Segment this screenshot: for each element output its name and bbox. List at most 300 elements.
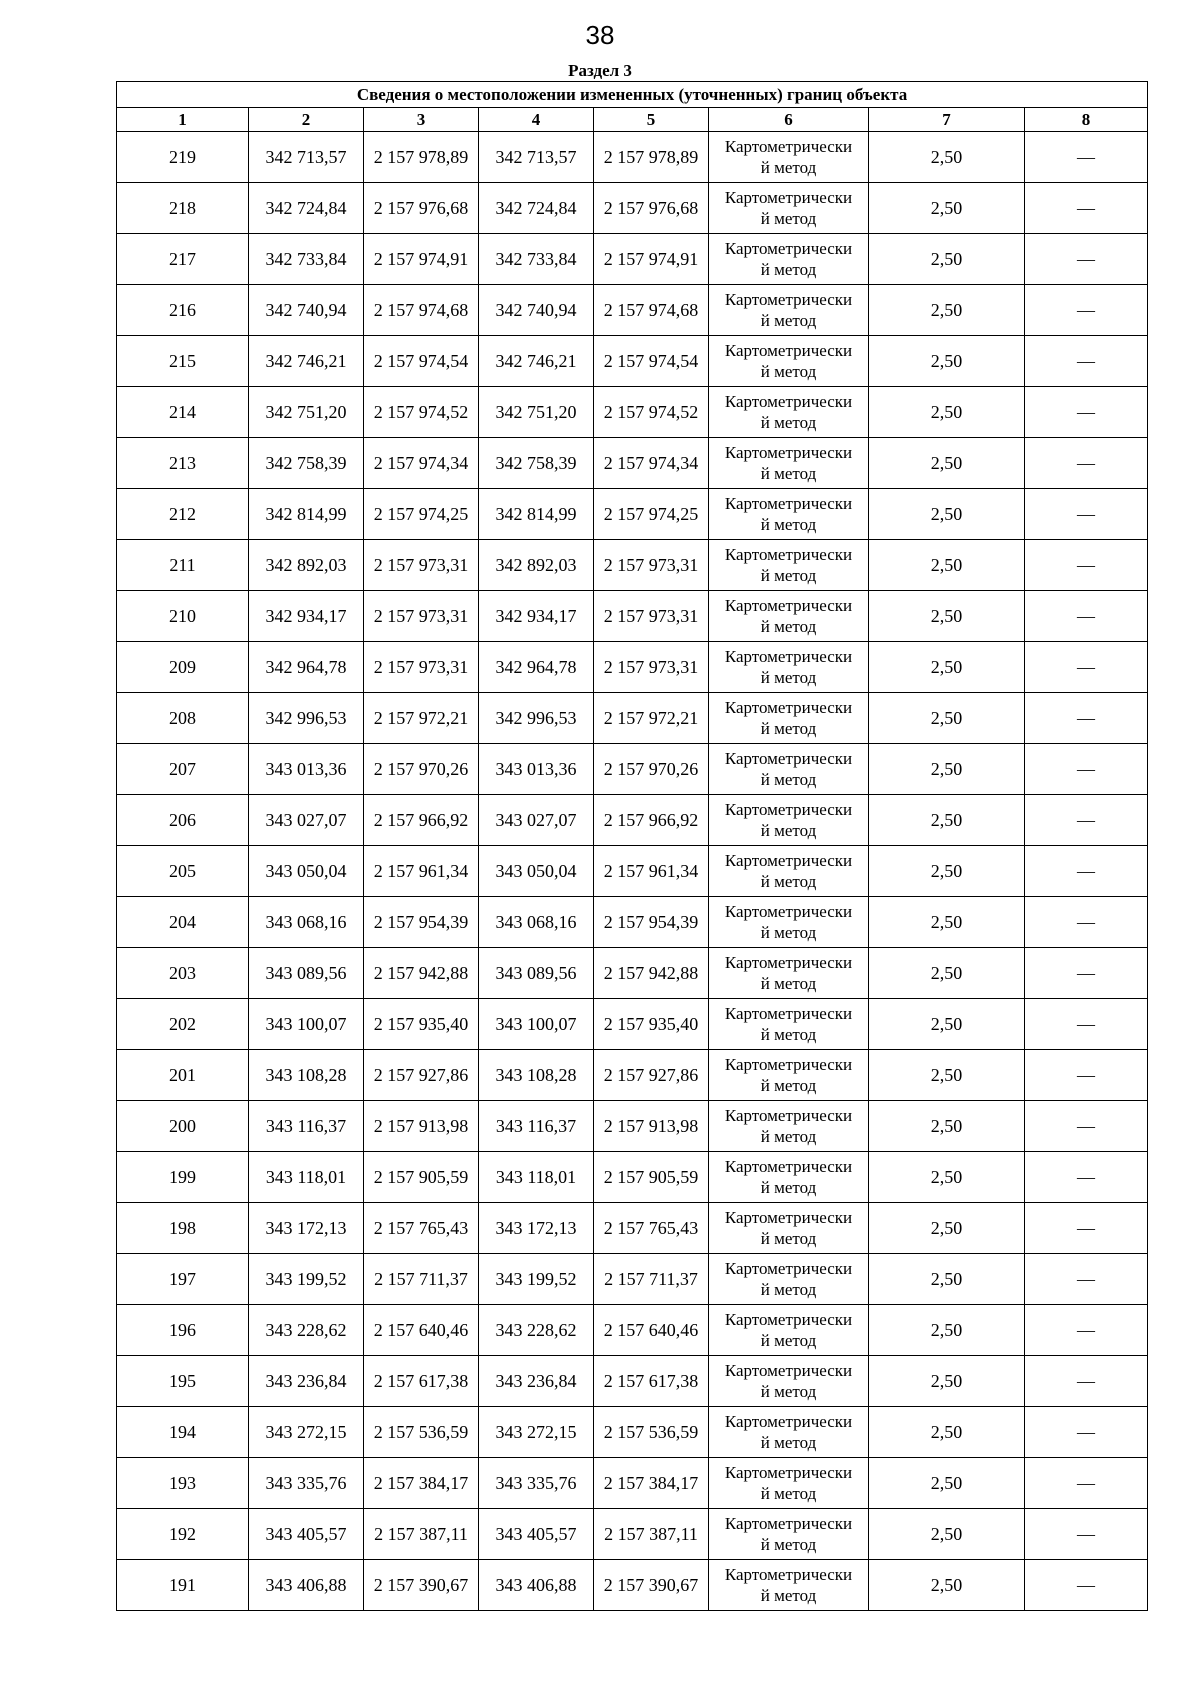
table-caption: Сведения о местоположении измененных (уточненных) границ объекта bbox=[117, 82, 1148, 108]
y-new-cell: 2 157 384,17 bbox=[594, 1458, 709, 1509]
y-old-cell: 2 157 974,68 bbox=[364, 285, 479, 336]
table-row bbox=[117, 438, 1148, 489]
method-cell bbox=[709, 1050, 869, 1101]
note-cell: — bbox=[1025, 1356, 1148, 1407]
method-text-line: Картометрически bbox=[724, 1514, 853, 1533]
method-cell bbox=[709, 1407, 869, 1458]
x-old-cell: 343 406,88 bbox=[249, 1560, 364, 1611]
accuracy-cell: 2,50 bbox=[869, 1254, 1025, 1305]
y-new-cell: 2 157 913,98 bbox=[594, 1101, 709, 1152]
point-number-cell: 205 bbox=[117, 846, 249, 897]
y-old-cell: 2 157 974,54 bbox=[364, 336, 479, 387]
point-number-cell: 212 bbox=[117, 489, 249, 540]
accuracy-cell: 2,50 bbox=[869, 234, 1025, 285]
x-old-cell: 343 118,01 bbox=[249, 1152, 364, 1203]
note-cell: — bbox=[1025, 999, 1148, 1050]
page-number: 38 bbox=[585, 20, 615, 50]
method-text-line: й метод bbox=[760, 362, 817, 381]
y-new-cell: 2 157 536,59 bbox=[594, 1407, 709, 1458]
method-text-line: й метод bbox=[760, 1229, 817, 1248]
note-cell: — bbox=[1025, 1560, 1148, 1611]
x-new-cell: 342 733,84 bbox=[479, 234, 594, 285]
method-text-line: Картометрически bbox=[724, 851, 853, 870]
accuracy-cell: 2,50 bbox=[869, 1152, 1025, 1203]
x-old-cell: 343 108,28 bbox=[249, 1050, 364, 1101]
y-old-cell: 2 157 974,52 bbox=[364, 387, 479, 438]
column-header: 8 bbox=[1025, 108, 1148, 132]
accuracy-cell: 2,50 bbox=[869, 540, 1025, 591]
accuracy-cell: 2,50 bbox=[869, 336, 1025, 387]
table-row bbox=[117, 948, 1148, 999]
point-number-cell: 211 bbox=[117, 540, 249, 591]
method-text-line: й метод bbox=[760, 158, 817, 177]
method-cell bbox=[709, 489, 869, 540]
method-text-line: й метод bbox=[760, 1331, 817, 1350]
y-new-cell: 2 157 387,11 bbox=[594, 1509, 709, 1560]
table-row bbox=[117, 591, 1148, 642]
method-cell bbox=[709, 234, 869, 285]
x-old-cell: 343 068,16 bbox=[249, 897, 364, 948]
x-old-cell: 343 027,07 bbox=[249, 795, 364, 846]
x-old-cell: 343 116,37 bbox=[249, 1101, 364, 1152]
method-text-line: й метод bbox=[760, 209, 817, 228]
note-cell: — bbox=[1025, 489, 1148, 540]
method-cell bbox=[709, 846, 869, 897]
method-text-line: й метод bbox=[760, 566, 817, 585]
accuracy-cell: 2,50 bbox=[869, 489, 1025, 540]
method-text-line: Картометрически bbox=[724, 1412, 853, 1431]
y-old-cell: 2 157 974,25 bbox=[364, 489, 479, 540]
y-new-cell: 2 157 961,34 bbox=[594, 846, 709, 897]
x-old-cell: 343 050,04 bbox=[249, 846, 364, 897]
y-old-cell: 2 157 961,34 bbox=[364, 846, 479, 897]
method-text-line: й метод bbox=[760, 1076, 817, 1095]
x-new-cell: 343 236,84 bbox=[479, 1356, 594, 1407]
table-row bbox=[117, 1101, 1148, 1152]
x-old-cell: 343 335,76 bbox=[249, 1458, 364, 1509]
y-new-cell: 2 157 974,25 bbox=[594, 489, 709, 540]
method-text-line: Картометрически bbox=[724, 698, 853, 717]
x-old-cell: 343 013,36 bbox=[249, 744, 364, 795]
method-text-line: Картометрически bbox=[724, 1565, 853, 1584]
accuracy-cell: 2,50 bbox=[869, 1407, 1025, 1458]
y-new-cell: 2 157 711,37 bbox=[594, 1254, 709, 1305]
x-old-cell: 342 751,20 bbox=[249, 387, 364, 438]
table-row bbox=[117, 285, 1148, 336]
accuracy-cell: 2,50 bbox=[869, 1203, 1025, 1254]
table-body bbox=[117, 132, 1148, 1611]
y-old-cell: 2 157 973,31 bbox=[364, 540, 479, 591]
note-cell: — bbox=[1025, 285, 1148, 336]
method-cell bbox=[709, 693, 869, 744]
method-text-line: й метод bbox=[760, 872, 817, 891]
method-cell bbox=[709, 795, 869, 846]
note-cell: — bbox=[1025, 387, 1148, 438]
x-old-cell: 342 814,99 bbox=[249, 489, 364, 540]
method-text-line: Картометрически bbox=[724, 1004, 853, 1023]
accuracy-cell: 2,50 bbox=[869, 693, 1025, 744]
y-old-cell: 2 157 974,91 bbox=[364, 234, 479, 285]
note-cell: — bbox=[1025, 336, 1148, 387]
method-cell bbox=[709, 591, 869, 642]
accuracy-cell: 2,50 bbox=[869, 795, 1025, 846]
x-new-cell: 343 406,88 bbox=[479, 1560, 594, 1611]
accuracy-cell: 2,50 bbox=[869, 1050, 1025, 1101]
y-new-cell: 2 157 942,88 bbox=[594, 948, 709, 999]
table-row bbox=[117, 897, 1148, 948]
table-row bbox=[117, 1203, 1148, 1254]
method-cell bbox=[709, 1458, 869, 1509]
point-number-cell: 194 bbox=[117, 1407, 249, 1458]
accuracy-cell: 2,50 bbox=[869, 948, 1025, 999]
y-old-cell: 2 157 927,86 bbox=[364, 1050, 479, 1101]
point-number-cell: 191 bbox=[117, 1560, 249, 1611]
point-number-cell: 217 bbox=[117, 234, 249, 285]
method-text-line: Картометрически bbox=[724, 137, 853, 156]
note-cell: — bbox=[1025, 234, 1148, 285]
y-old-cell: 2 157 954,39 bbox=[364, 897, 479, 948]
y-new-cell: 2 157 976,68 bbox=[594, 183, 709, 234]
method-cell bbox=[709, 540, 869, 591]
point-number-cell: 204 bbox=[117, 897, 249, 948]
method-text-line: Картометрически bbox=[724, 290, 853, 309]
point-number-cell: 216 bbox=[117, 285, 249, 336]
y-new-cell: 2 157 974,34 bbox=[594, 438, 709, 489]
method-cell bbox=[709, 387, 869, 438]
note-cell: — bbox=[1025, 1152, 1148, 1203]
x-new-cell: 343 335,76 bbox=[479, 1458, 594, 1509]
method-text-line: й метод bbox=[760, 1586, 817, 1605]
y-old-cell: 2 157 973,31 bbox=[364, 642, 479, 693]
method-text-line: й метод bbox=[760, 1178, 817, 1197]
x-old-cell: 343 405,57 bbox=[249, 1509, 364, 1560]
method-cell bbox=[709, 336, 869, 387]
x-old-cell: 342 934,17 bbox=[249, 591, 364, 642]
y-new-cell: 2 157 978,89 bbox=[594, 132, 709, 183]
x-old-cell: 342 724,84 bbox=[249, 183, 364, 234]
y-new-cell: 2 157 973,31 bbox=[594, 540, 709, 591]
point-number-cell: 195 bbox=[117, 1356, 249, 1407]
x-new-cell: 343 116,37 bbox=[479, 1101, 594, 1152]
method-text-line: й метод bbox=[760, 1535, 817, 1554]
x-old-cell: 343 272,15 bbox=[249, 1407, 364, 1458]
table-row bbox=[117, 1407, 1148, 1458]
method-cell bbox=[709, 744, 869, 795]
table-row bbox=[117, 1254, 1148, 1305]
y-old-cell: 2 157 387,11 bbox=[364, 1509, 479, 1560]
method-cell bbox=[709, 183, 869, 234]
table-row bbox=[117, 540, 1148, 591]
method-text-line: й метод bbox=[760, 1484, 817, 1503]
method-text-line: й метод bbox=[760, 821, 817, 840]
y-new-cell: 2 157 973,31 bbox=[594, 642, 709, 693]
method-text-line: Картометрически bbox=[724, 1106, 853, 1125]
note-cell: — bbox=[1025, 591, 1148, 642]
y-new-cell: 2 157 905,59 bbox=[594, 1152, 709, 1203]
column-header: 2 bbox=[249, 108, 364, 132]
point-number-cell: 209 bbox=[117, 642, 249, 693]
method-text-line: й метод bbox=[760, 719, 817, 738]
method-text-line: й метод bbox=[760, 464, 817, 483]
x-new-cell: 342 814,99 bbox=[479, 489, 594, 540]
x-old-cell: 342 964,78 bbox=[249, 642, 364, 693]
x-old-cell: 342 740,94 bbox=[249, 285, 364, 336]
point-number-cell: 208 bbox=[117, 693, 249, 744]
method-text-line: Картометрически bbox=[724, 596, 853, 615]
note-cell: — bbox=[1025, 183, 1148, 234]
method-cell bbox=[709, 285, 869, 336]
y-new-cell: 2 157 617,38 bbox=[594, 1356, 709, 1407]
y-new-cell: 2 157 966,92 bbox=[594, 795, 709, 846]
column-header: 5 bbox=[594, 108, 709, 132]
method-cell bbox=[709, 132, 869, 183]
point-number-cell: 206 bbox=[117, 795, 249, 846]
x-new-cell: 343 050,04 bbox=[479, 846, 594, 897]
column-header: 7 bbox=[869, 108, 1025, 132]
method-cell bbox=[709, 948, 869, 999]
accuracy-cell: 2,50 bbox=[869, 897, 1025, 948]
x-new-cell: 342 713,57 bbox=[479, 132, 594, 183]
method-text-line: Картометрически bbox=[724, 749, 853, 768]
x-new-cell: 342 751,20 bbox=[479, 387, 594, 438]
y-new-cell: 2 157 970,26 bbox=[594, 744, 709, 795]
method-text-line: й метод bbox=[760, 311, 817, 330]
method-text-line: Картометрически bbox=[724, 443, 853, 462]
y-new-cell: 2 157 974,68 bbox=[594, 285, 709, 336]
method-text-line: й метод bbox=[760, 617, 817, 636]
accuracy-cell: 2,50 bbox=[869, 1509, 1025, 1560]
note-cell: — bbox=[1025, 846, 1148, 897]
y-old-cell: 2 157 711,37 bbox=[364, 1254, 479, 1305]
point-number-cell: 207 bbox=[117, 744, 249, 795]
x-new-cell: 343 068,16 bbox=[479, 897, 594, 948]
accuracy-cell: 2,50 bbox=[869, 132, 1025, 183]
x-old-cell: 343 089,56 bbox=[249, 948, 364, 999]
method-text-line: й метод bbox=[760, 515, 817, 534]
note-cell: — bbox=[1025, 438, 1148, 489]
y-old-cell: 2 157 765,43 bbox=[364, 1203, 479, 1254]
note-cell: — bbox=[1025, 132, 1148, 183]
table-row bbox=[117, 1305, 1148, 1356]
x-new-cell: 342 740,94 bbox=[479, 285, 594, 336]
accuracy-cell: 2,50 bbox=[869, 999, 1025, 1050]
x-new-cell: 343 089,56 bbox=[479, 948, 594, 999]
accuracy-cell: 2,50 bbox=[869, 1356, 1025, 1407]
y-old-cell: 2 157 973,31 bbox=[364, 591, 479, 642]
table-row bbox=[117, 489, 1148, 540]
accuracy-cell: 2,50 bbox=[869, 1305, 1025, 1356]
column-header: 3 bbox=[364, 108, 479, 132]
method-text-line: Картометрически bbox=[724, 494, 853, 513]
note-cell: — bbox=[1025, 795, 1148, 846]
method-text-line: Картометрически bbox=[724, 545, 853, 564]
x-new-cell: 342 724,84 bbox=[479, 183, 594, 234]
method-text-line: Картометрически bbox=[724, 341, 853, 360]
note-cell: — bbox=[1025, 1407, 1148, 1458]
y-old-cell: 2 157 942,88 bbox=[364, 948, 479, 999]
note-cell: — bbox=[1025, 744, 1148, 795]
y-new-cell: 2 157 973,31 bbox=[594, 591, 709, 642]
accuracy-cell: 2,50 bbox=[869, 1101, 1025, 1152]
table-row bbox=[117, 744, 1148, 795]
column-header: 6 bbox=[709, 108, 869, 132]
table-row bbox=[117, 132, 1148, 183]
y-old-cell: 2 157 935,40 bbox=[364, 999, 479, 1050]
x-new-cell: 342 892,03 bbox=[479, 540, 594, 591]
method-text-line: Картометрически bbox=[724, 1463, 853, 1482]
method-text-line: й метод bbox=[760, 1382, 817, 1401]
table-row bbox=[117, 846, 1148, 897]
table-row bbox=[117, 234, 1148, 285]
accuracy-cell: 2,50 bbox=[869, 438, 1025, 489]
method-cell bbox=[709, 1356, 869, 1407]
accuracy-cell: 2,50 bbox=[869, 642, 1025, 693]
x-old-cell: 342 746,21 bbox=[249, 336, 364, 387]
y-old-cell: 2 157 970,26 bbox=[364, 744, 479, 795]
method-text-line: й метод bbox=[760, 1280, 817, 1299]
table-row bbox=[117, 693, 1148, 744]
table-row bbox=[117, 1509, 1148, 1560]
table-row bbox=[117, 1560, 1148, 1611]
accuracy-cell: 2,50 bbox=[869, 591, 1025, 642]
x-new-cell: 343 027,07 bbox=[479, 795, 594, 846]
x-new-cell: 342 758,39 bbox=[479, 438, 594, 489]
method-cell bbox=[709, 1254, 869, 1305]
note-cell: — bbox=[1025, 1509, 1148, 1560]
x-old-cell: 342 892,03 bbox=[249, 540, 364, 591]
note-cell: — bbox=[1025, 1101, 1148, 1152]
x-old-cell: 343 236,84 bbox=[249, 1356, 364, 1407]
method-text-line: й метод bbox=[760, 923, 817, 942]
table-row bbox=[117, 387, 1148, 438]
table-row bbox=[117, 183, 1148, 234]
method-text-line: Картометрически bbox=[724, 1259, 853, 1278]
point-number-cell: 193 bbox=[117, 1458, 249, 1509]
method-cell bbox=[709, 1203, 869, 1254]
point-number-cell: 219 bbox=[117, 132, 249, 183]
method-text-line: й метод bbox=[760, 1433, 817, 1452]
y-old-cell: 2 157 384,17 bbox=[364, 1458, 479, 1509]
method-cell bbox=[709, 642, 869, 693]
point-number-cell: 192 bbox=[117, 1509, 249, 1560]
point-number-cell: 201 bbox=[117, 1050, 249, 1101]
y-new-cell: 2 157 974,91 bbox=[594, 234, 709, 285]
y-old-cell: 2 157 905,59 bbox=[364, 1152, 479, 1203]
method-text-line: й метод bbox=[760, 770, 817, 789]
point-number-cell: 213 bbox=[117, 438, 249, 489]
x-new-cell: 343 013,36 bbox=[479, 744, 594, 795]
x-old-cell: 343 228,62 bbox=[249, 1305, 364, 1356]
table-row bbox=[117, 1458, 1148, 1509]
method-text-line: Картометрически bbox=[724, 953, 853, 972]
x-old-cell: 342 733,84 bbox=[249, 234, 364, 285]
note-cell: — bbox=[1025, 642, 1148, 693]
note-cell: — bbox=[1025, 1254, 1148, 1305]
y-old-cell: 2 157 976,68 bbox=[364, 183, 479, 234]
section-title: Раздел 3 bbox=[568, 61, 632, 80]
method-text-line: й метод bbox=[760, 1127, 817, 1146]
y-old-cell: 2 157 978,89 bbox=[364, 132, 479, 183]
x-new-cell: 343 228,62 bbox=[479, 1305, 594, 1356]
note-cell: — bbox=[1025, 1458, 1148, 1509]
method-cell bbox=[709, 897, 869, 948]
point-number-cell: 215 bbox=[117, 336, 249, 387]
point-number-cell: 203 bbox=[117, 948, 249, 999]
point-number-cell: 200 bbox=[117, 1101, 249, 1152]
y-new-cell: 2 157 765,43 bbox=[594, 1203, 709, 1254]
note-cell: — bbox=[1025, 693, 1148, 744]
y-new-cell: 2 157 935,40 bbox=[594, 999, 709, 1050]
method-cell bbox=[709, 1560, 869, 1611]
point-number-cell: 196 bbox=[117, 1305, 249, 1356]
x-new-cell: 343 172,13 bbox=[479, 1203, 594, 1254]
table-row bbox=[117, 1050, 1148, 1101]
method-text-line: Картометрически bbox=[724, 1310, 853, 1329]
table-header-row bbox=[117, 108, 1148, 132]
x-new-cell: 342 996,53 bbox=[479, 693, 594, 744]
x-new-cell: 343 100,07 bbox=[479, 999, 594, 1050]
x-old-cell: 343 199,52 bbox=[249, 1254, 364, 1305]
accuracy-cell: 2,50 bbox=[869, 387, 1025, 438]
method-cell bbox=[709, 1509, 869, 1560]
accuracy-cell: 2,50 bbox=[869, 1560, 1025, 1611]
point-number-cell: 197 bbox=[117, 1254, 249, 1305]
method-text-line: й метод bbox=[760, 413, 817, 432]
note-cell: — bbox=[1025, 1305, 1148, 1356]
x-new-cell: 343 108,28 bbox=[479, 1050, 594, 1101]
method-text-line: Картометрически bbox=[724, 239, 853, 258]
method-text-line: Картометрически bbox=[724, 800, 853, 819]
method-cell bbox=[709, 999, 869, 1050]
point-number-cell: 198 bbox=[117, 1203, 249, 1254]
y-old-cell: 2 157 913,98 bbox=[364, 1101, 479, 1152]
y-new-cell: 2 157 972,21 bbox=[594, 693, 709, 744]
y-old-cell: 2 157 972,21 bbox=[364, 693, 479, 744]
note-cell: — bbox=[1025, 948, 1148, 999]
x-new-cell: 343 118,01 bbox=[479, 1152, 594, 1203]
method-text-line: Картометрически bbox=[724, 1157, 853, 1176]
method-text-line: й метод bbox=[760, 1025, 817, 1044]
table-caption-row bbox=[117, 82, 1148, 108]
x-new-cell: 342 746,21 bbox=[479, 336, 594, 387]
note-cell: — bbox=[1025, 897, 1148, 948]
x-new-cell: 343 272,15 bbox=[479, 1407, 594, 1458]
y-new-cell: 2 157 974,54 bbox=[594, 336, 709, 387]
y-old-cell: 2 157 974,34 bbox=[364, 438, 479, 489]
method-cell bbox=[709, 1305, 869, 1356]
method-text-line: Картометрически bbox=[724, 902, 853, 921]
method-text-line: й метод bbox=[760, 668, 817, 687]
table-row bbox=[117, 795, 1148, 846]
table-row bbox=[117, 336, 1148, 387]
point-number-cell: 214 bbox=[117, 387, 249, 438]
accuracy-cell: 2,50 bbox=[869, 285, 1025, 336]
table-row bbox=[117, 999, 1148, 1050]
x-old-cell: 343 172,13 bbox=[249, 1203, 364, 1254]
method-text-line: Картометрически bbox=[724, 647, 853, 666]
point-number-cell: 210 bbox=[117, 591, 249, 642]
y-old-cell: 2 157 390,67 bbox=[364, 1560, 479, 1611]
y-new-cell: 2 157 640,46 bbox=[594, 1305, 709, 1356]
x-old-cell: 342 713,57 bbox=[249, 132, 364, 183]
y-old-cell: 2 157 617,38 bbox=[364, 1356, 479, 1407]
y-new-cell: 2 157 390,67 bbox=[594, 1560, 709, 1611]
table-row bbox=[117, 642, 1148, 693]
y-new-cell: 2 157 954,39 bbox=[594, 897, 709, 948]
y-old-cell: 2 157 640,46 bbox=[364, 1305, 479, 1356]
method-text-line: Картометрически bbox=[724, 1208, 853, 1227]
x-new-cell: 342 964,78 bbox=[479, 642, 594, 693]
